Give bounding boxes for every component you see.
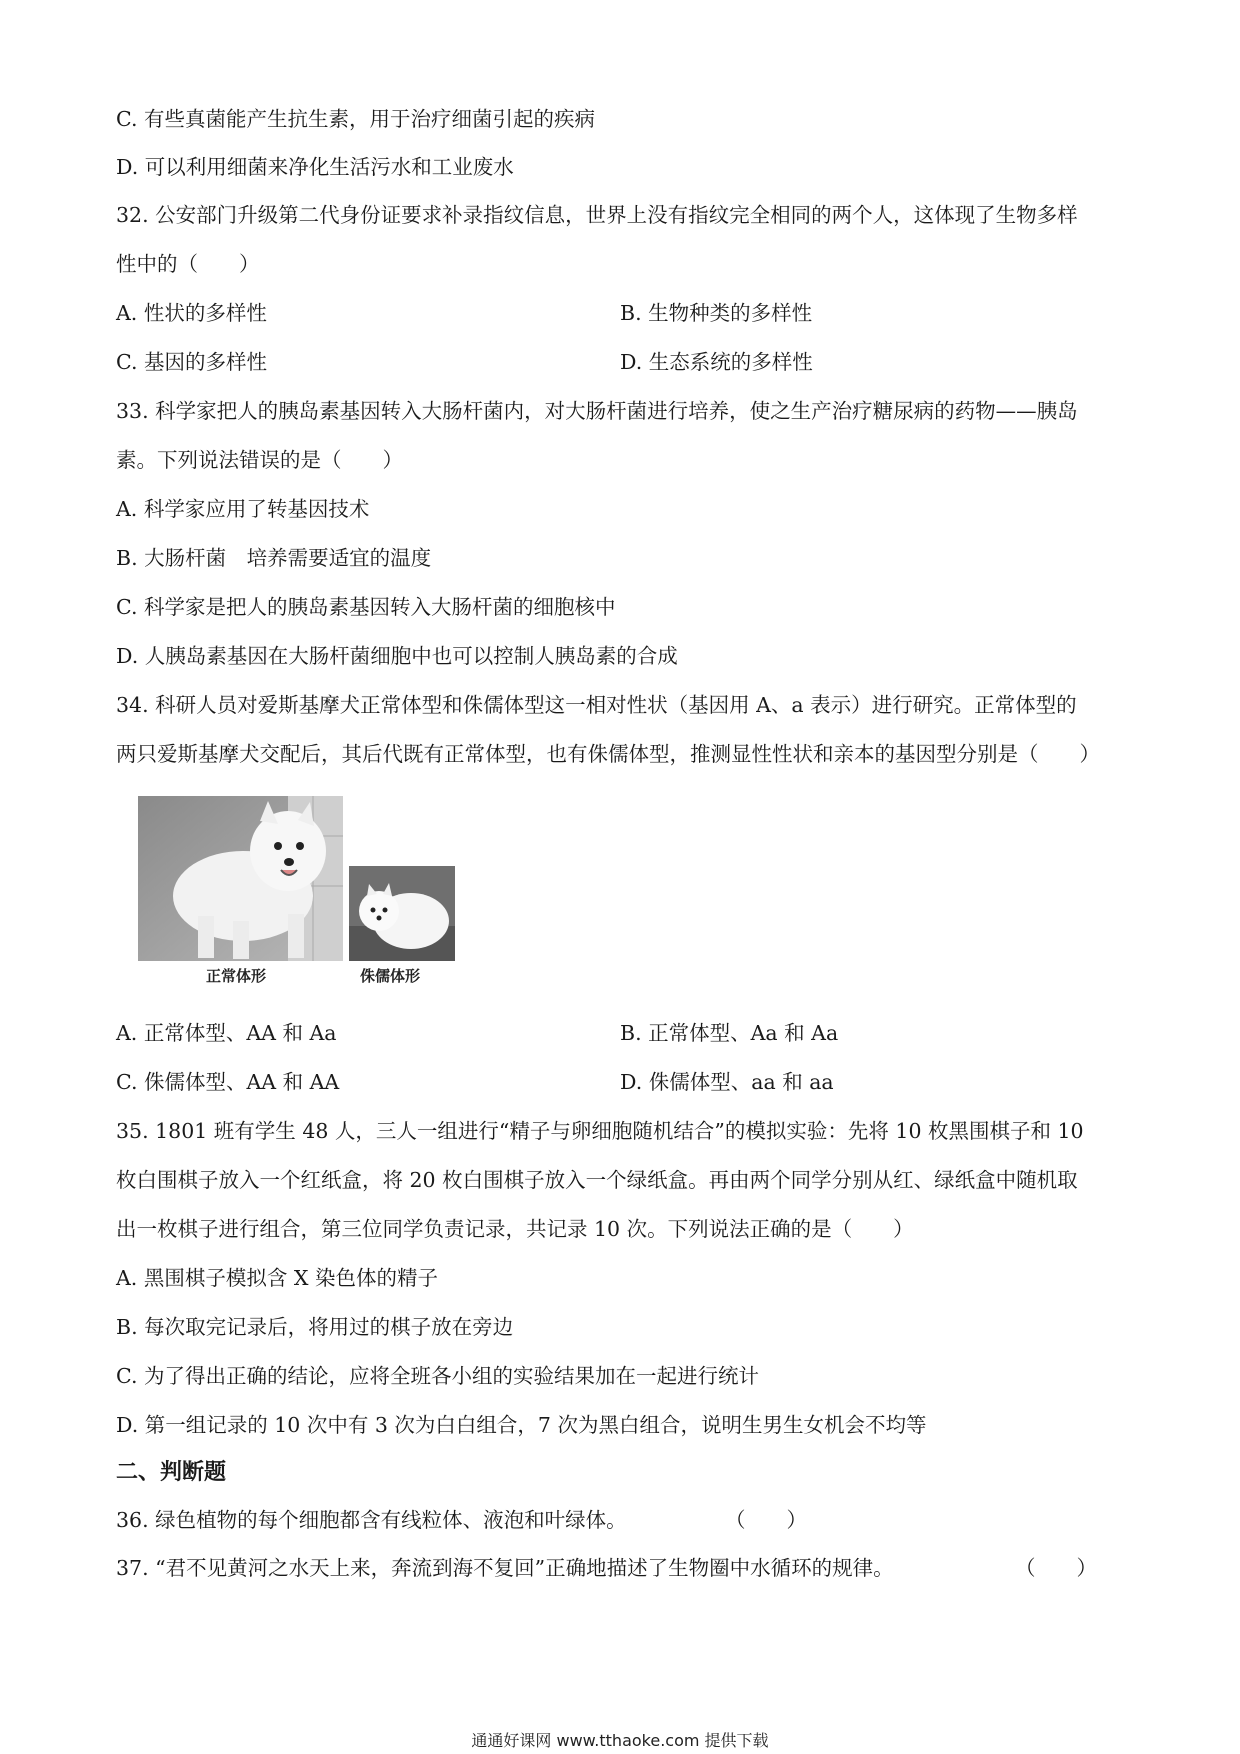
q33-option-c: C. 科学家是把人的胰岛素基因转入大肠杆菌的细胞核中 bbox=[116, 595, 616, 619]
q33-option-d: D. 人胰岛素基因在大肠杆菌细胞中也可以控制人胰岛素的合成 bbox=[116, 644, 678, 668]
q35-stem-line2: 枚白围棋子放入一个红纸盒，将 20 枚白围棋子放入一个绿纸盒。再由两个同学分别从红、绿纸盒中随机取 bbox=[116, 1168, 1078, 1192]
q36-answer-paren: （ ） bbox=[725, 1508, 807, 1532]
q32-option-d: D. 生态系统的多样性 bbox=[620, 350, 813, 374]
q34-option-d: D. 侏儒体型、aa 和 aa bbox=[620, 1070, 834, 1094]
q32-stem-line1: 32. 公安部门升级第二代身份证要求补录指纹信息，世界上没有指纹完全相同的两个人，这体现了生物多样 bbox=[116, 203, 1078, 227]
q34-option-a: A. 正常体型、AA 和 Aa bbox=[116, 1021, 337, 1045]
q33-option-a: A. 科学家应用了转基因技术 bbox=[116, 497, 370, 521]
section-heading-judgment: 二、判断题 bbox=[116, 1460, 227, 1485]
q35-stem-line1: 35. 1801 班有学生 48 人，三人一组进行“精子与卵细胞随机结合”的模拟实验：先将 10 枚黑围棋子和 10 bbox=[116, 1119, 1084, 1143]
q37-statement: 37. “君不见黄河之水天上来，奔流到海不复回”正确地描述了生物圈中水循环的规律。 bbox=[116, 1556, 894, 1580]
q34-option-c: C. 侏儒体型、AA 和 AA bbox=[116, 1070, 340, 1094]
q32-stem-line2: 性中的（ ） bbox=[116, 252, 260, 276]
q35-option-a: A. 黑围棋子模拟含 X 染色体的精子 bbox=[116, 1266, 438, 1290]
q35-option-c: C. 为了得出正确的结论，应将全班各小组的实验结果加在一起进行统计 bbox=[116, 1364, 759, 1388]
q34-stem-line2: 两只爱斯基摩犬交配后，其后代既有正常体型，也有侏儒体型，推测显性性状和亲本的基因型分别是（ ） bbox=[116, 742, 1100, 766]
dwarf-dog-caption: 侏儒体形 bbox=[360, 967, 421, 985]
q33-option-b: B. 大肠杆菌 培养需要适宜的温度 bbox=[116, 546, 432, 570]
q34-option-b: B. 正常体型、Aa 和 Aa bbox=[620, 1021, 839, 1045]
q35-option-b: B. 每次取完记录后，将用过的棋子放在旁边 bbox=[116, 1315, 514, 1339]
q37-answer-paren: （ ） bbox=[1015, 1556, 1097, 1580]
q35-option-d: D. 第一组记录的 10 次中有 3 次为白白组合，7 次为黑白组合，说明生男生女机会不均等 bbox=[116, 1413, 927, 1437]
q32-option-b: B. 生物种类的多样性 bbox=[620, 301, 813, 325]
normal-dog-caption: 正常体形 bbox=[206, 967, 267, 985]
q33-stem-line1: 33. 科学家把人的胰岛素基因转入大肠杆菌内，对大肠杆菌进行培养，使之生产治疗糖尿病的药物——胰岛 bbox=[116, 399, 1078, 423]
q31-option-c: C. 有些真菌能产生抗生素，用于治疗细菌引起的疾病 bbox=[116, 107, 595, 131]
q36-statement: 36. 绿色植物的每个细胞都含有线粒体、液泡和叶绿体。 bbox=[116, 1508, 627, 1532]
normal-dog-photo bbox=[138, 796, 343, 961]
q35-stem-line3: 出一枚棋子进行组合，第三位同学负责记录，共记录 10 次。下列说法正确的是（ ） bbox=[116, 1217, 914, 1241]
q31-option-d: D. 可以利用细菌来净化生活污水和工业废水 bbox=[116, 155, 514, 179]
q32-option-c: C. 基因的多样性 bbox=[116, 350, 267, 374]
q34-stem-line1: 34. 科研人员对爱斯基摩犬正常体型和侏儒体型这一相对性状（基因用 A、a 表示）进行研究。正常体型的 bbox=[116, 693, 1077, 717]
page-footer: 通通好课网 www.tthaoke.com 提供下载 bbox=[471, 1731, 769, 1750]
dwarf-dog-photo bbox=[349, 866, 455, 961]
q32-option-a: A. 性状的多样性 bbox=[116, 301, 267, 325]
q33-stem-line2: 素。下列说法错误的是（ ） bbox=[116, 448, 403, 472]
